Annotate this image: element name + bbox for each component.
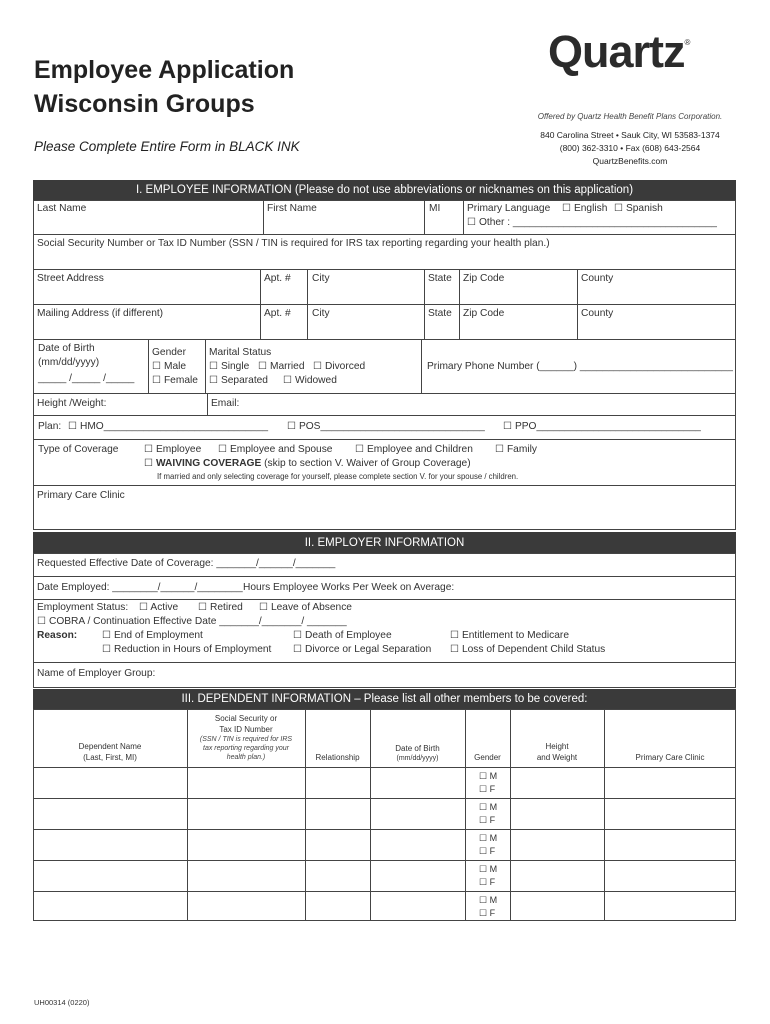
section3-header: III. DEPENDENT INFORMATION – Please list all other members to be covered: [33, 689, 736, 709]
coverage-spouse-checkbox[interactable]: ☐ Employee and Spouse [218, 444, 333, 455]
mailing-address-field[interactable]: Mailing Address (if different) [37, 308, 164, 319]
row1-gender-f[interactable]: ☐ F [479, 784, 496, 794]
pos-checkbox[interactable]: ☐ POS_____________________________ [287, 421, 485, 432]
form-code: UH00314 (0220) [34, 998, 90, 1007]
apt-field[interactable]: Apt. # [264, 273, 291, 284]
married-checkbox[interactable]: ☐ Married [258, 361, 305, 372]
spanish-checkbox[interactable]: ☐ Spanish [614, 203, 663, 214]
col-height-sub: and Weight [536, 753, 578, 762]
row4-gender-f[interactable]: ☐ F [479, 877, 496, 887]
coverage-family-checkbox[interactable]: ☐ Family [495, 444, 537, 455]
english-checkbox[interactable]: ☐ English [562, 203, 608, 214]
zip-field[interactable]: Zip Code [463, 273, 505, 284]
mailing-apt-field[interactable]: Apt. # [264, 308, 291, 319]
row1-gender-m[interactable]: ☐ M [479, 771, 498, 781]
col-dependent-name: Dependent Name [78, 742, 142, 751]
retired-checkbox[interactable]: ☐ Retired [198, 602, 243, 613]
col-gender: Gender [474, 753, 501, 762]
mi-field[interactable]: MI [429, 203, 441, 214]
company-website: QuartzBenefits.com [592, 156, 668, 166]
mailing-zip-field[interactable]: Zip Code [463, 308, 505, 319]
last-name-field[interactable]: Last Name [37, 203, 87, 214]
col-primary-care-clinic: Primary Care Clinic [635, 753, 705, 762]
mailing-state-field[interactable]: State [428, 308, 452, 319]
quartz-logo: Quartz® [548, 26, 690, 77]
street-address-field[interactable]: Street Address [37, 273, 104, 284]
col-dob: Date of Birth [395, 744, 440, 753]
page-title-line1: Employee Application [34, 56, 295, 84]
employer-group-field[interactable]: Name of Employer Group: [37, 668, 156, 679]
dob-format: (mm/dd/yyyy) [38, 357, 100, 368]
section3-table [33, 709, 736, 921]
page-subtitle: Please Complete Entire Form in BLACK INK [34, 139, 300, 154]
medicare-checkbox[interactable]: ☐ Entitlement to Medicare [450, 630, 569, 641]
row5-gender-f[interactable]: ☐ F [479, 908, 496, 918]
mailing-county-field[interactable]: County [581, 308, 614, 319]
col-ssn-note-3: health plan.) [226, 754, 266, 761]
date-employed-field[interactable]: Date Employed: ________/______/________ [37, 582, 243, 593]
active-checkbox[interactable]: ☐ Active [139, 602, 179, 613]
section2-header: II. EMPLOYER INFORMATION [33, 532, 736, 553]
leave-of-absence-checkbox[interactable]: ☐ Leave of Absence [259, 602, 352, 613]
marital-status-label: Marital Status [209, 347, 272, 358]
company-phone: (800) 362-3310 • Fax (608) 643-2564 [559, 143, 701, 153]
waiving-coverage-checkbox[interactable]: ☐ WAIVING COVERAGE (skip to section V. Waiver of Group Coverage) [144, 458, 471, 469]
coverage-employee-checkbox[interactable]: ☐ Employee [144, 444, 202, 455]
page-title-line2: Wisconsin Groups [34, 90, 255, 118]
row4-gender-m[interactable]: ☐ M [479, 864, 498, 874]
first-name-field[interactable]: First Name [267, 203, 317, 214]
section1-header: I. EMPLOYEE INFORMATION (Please do not use abbreviations or nicknames on this application) [33, 180, 736, 200]
ssn-field[interactable]: Social Security Number or Tax ID Number (SSN / TIN is required for IRS tax reporting regarding your health plan.) [37, 238, 550, 249]
mailing-city-field[interactable]: City [312, 308, 330, 319]
col-ssn-sub: Tax ID Number [219, 725, 273, 734]
plan-label: Plan: [38, 421, 62, 432]
dob-field[interactable]: _____ /_____ /_____ [38, 373, 135, 384]
coverage-type-label: Type of Coverage [38, 444, 119, 455]
hours-per-week-field[interactable]: Hours Employee Works Per Week on Average: [243, 582, 455, 593]
hmo-checkbox[interactable]: ☐ HMO_____________________________ [68, 421, 269, 432]
city-field[interactable]: City [312, 273, 330, 284]
row5-gender-m[interactable]: ☐ M [479, 895, 498, 905]
separated-checkbox[interactable]: ☐ Separated [209, 375, 268, 386]
col-dob-sub: (mm/dd/yyyy) [396, 755, 439, 762]
primary-care-clinic-field[interactable]: Primary Care Clinic [37, 490, 125, 501]
loss-dependent-checkbox[interactable]: ☐ Loss of Dependent Child Status [450, 644, 606, 655]
state-field[interactable]: State [428, 273, 452, 284]
col-relationship: Relationship [315, 753, 360, 762]
col-height: Height [545, 742, 569, 751]
employment-status-label: Employment Status: [37, 602, 129, 613]
single-checkbox[interactable]: ☐ Single [209, 361, 250, 372]
divorced-checkbox[interactable]: ☐ Divorced [313, 361, 366, 372]
primary-phone-field[interactable]: Primary Phone Number (______) ___________________________ [427, 361, 733, 372]
offered-by-text: Offered by Quartz Health Benefit Plans Corporation. [537, 112, 723, 121]
row2-gender-f[interactable]: ☐ F [479, 815, 496, 825]
cobra-checkbox[interactable]: ☐ COBRA / Continuation Effective Date _______/_______/ _______ [37, 616, 347, 627]
dob-label: Date of Birth [38, 343, 95, 354]
col-ssn-note-2: tax reporting regarding your [203, 745, 289, 752]
county-field[interactable]: County [581, 273, 614, 284]
widowed-checkbox[interactable]: ☐ Widowed [283, 375, 337, 386]
email-field[interactable]: Email: [211, 398, 240, 409]
ppo-checkbox[interactable]: ☐ PPO_____________________________ [503, 421, 701, 432]
coverage-children-checkbox[interactable]: ☐ Employee and Children [355, 444, 473, 455]
death-of-employee-checkbox[interactable]: ☐ Death of Employee [293, 630, 392, 641]
row3-gender-m[interactable]: ☐ M [479, 833, 498, 843]
col-ssn-note-1: (SSN / TIN is required for IRS [199, 736, 293, 743]
effective-date-field[interactable]: Requested Effective Date of Coverage: _______/______/_______ [37, 558, 336, 569]
reason-label: Reason: [37, 630, 78, 641]
height-weight-field[interactable]: Height /Weight: [37, 398, 107, 409]
female-checkbox[interactable]: ☐ Female [152, 375, 198, 386]
divorce-checkbox[interactable]: ☐ Divorce or Legal Separation [293, 644, 432, 655]
other-language-field[interactable]: ☐ Other : ____________________________________ [467, 217, 717, 228]
row2-gender-m[interactable]: ☐ M [479, 802, 498, 812]
married-note: If married and only selecting coverage for yourself, please complete section V. for your spouse / children. [157, 472, 519, 481]
col-dependent-name-sub: (Last, First, MI) [83, 753, 137, 762]
male-checkbox[interactable]: ☐ Male [152, 361, 187, 372]
primary-language-label: Primary Language [467, 203, 551, 214]
end-of-employment-checkbox[interactable]: ☐ End of Employment [102, 630, 203, 641]
col-ssn: Social Security or [214, 714, 278, 723]
row3-gender-f[interactable]: ☐ F [479, 846, 496, 856]
company-address: 840 Carolina Street • Sauk City, WI 53583-1374 [540, 130, 720, 140]
gender-label: Gender [152, 347, 186, 358]
reduction-hours-checkbox[interactable]: ☐ Reduction in Hours of Employment [102, 644, 272, 655]
